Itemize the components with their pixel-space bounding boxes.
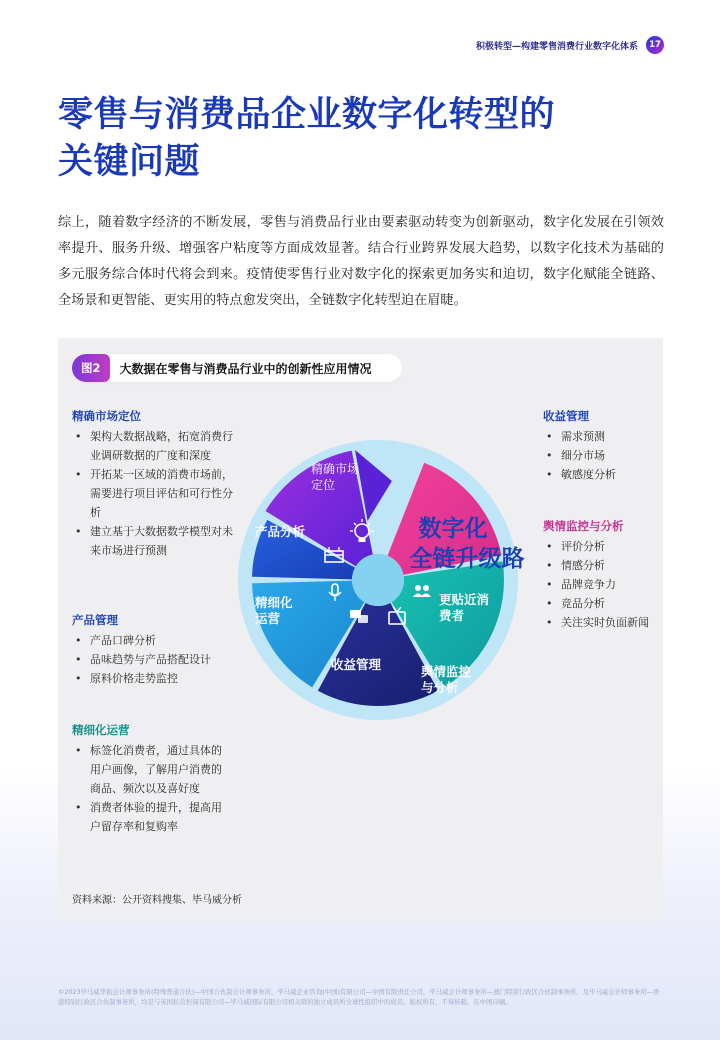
figure-badge: 图2 [72,354,110,382]
list-item: • 需求预测 [543,427,661,446]
segment-label: 精确市场 [311,462,360,476]
intro-paragraph: 综上，随着数字经济的不断发展，零售与消费品行业由要素驱动转变为创新驱动，数字化发展在引领效率提升、服务升级、增强客户粘度等方面成效显著。结合行业跨界发展大趋势，以数字化技术为基础的多元服务综合体时代将会到来。疫情使零售行业对数字化的探索更加务实和迫切，数字化赋能全链路、全场景和更智能、更实用的特点愈发突出，全链数字化转型迫在眉睫。 [58,215,664,308]
figure-source: 资料来源：公开资料搜集、毕马威分析 [72,895,242,906]
digital-chain-wheel [58,338,663,922]
list-item: • 建立基于大数据数学模型对未来市场进行预测 [72,522,242,560]
list-item: • 开拓某一区域的消费市场前，需要进行项目评估和可行性分析 [72,465,242,522]
list-item: • 情感分析 [543,556,653,575]
segment-label: 产品分析 [255,524,306,539]
list-item: • 产品口碑分析 [72,631,242,650]
segment-label: 更贴近消 [439,592,490,607]
page-title-line2: 关键问题 [58,142,201,182]
block-title: 舆情监控与分析 [543,519,624,533]
figure-title: 大数据在零售与消费品行业中的创新性应用情况 [119,361,372,376]
segment-label: 运营 [255,611,281,626]
center-text-line2: 全链升级路 [409,546,525,572]
running-header [476,36,664,54]
figure-panel [58,338,663,922]
list-item: • 敏感度分析 [543,465,661,484]
list-item: • 品牌竞争力 [543,575,653,594]
center-text-line1: 数字化 [418,516,488,542]
page-number: 17 [646,36,664,54]
page-title-line1: 零售与消费品企业数字化转型的 [58,95,556,135]
block-title: 收益管理 [543,409,589,423]
list-item: • 架构大数据战略，拓宽消费行业调研数据的广度和深度 [72,427,242,465]
list-item: • 品味趋势与产品搭配设计 [72,650,242,669]
list-item: • 消费者体验的提升，提高用户留存率和复购率 [72,798,232,836]
list-item: • 细分市场 [543,446,661,465]
list-item: • 竞品分析 [543,594,653,613]
segment-label: 与分析 [421,680,459,695]
page-title [58,92,658,186]
block-title: 精确市场定位 [72,409,141,423]
list-item: • 评价分析 [543,537,653,556]
segment-label: 费者 [439,608,465,623]
segment-label: 精细化 [255,595,293,610]
segment-label: 舆情监控 [421,664,472,679]
list-item: • 标签化消费者，通过具体的用户画像，了解用户消费的商品、频次以及喜好度 [72,741,232,798]
list-item: • 关注实时负面新闻 [543,613,653,632]
segment-label: 定位 [311,478,336,492]
running-title: 积极转型—构建零售消费行业数字化体系 [475,41,638,52]
list-item: • 原料价格走势监控 [72,669,242,688]
block-title: 产品管理 [72,613,118,627]
block-title: 精细化运营 [72,723,130,737]
wheel-hub [352,554,404,606]
legal-footer: ©2023毕马威华振会计师事务所(特殊普通合伙)—中国合伙制会计师事务所，毕马威企业咨询(中国)有限公司—中国有限责任公司，毕马威会计师事务所—澳门特别行政区合伙制事务所，及毕马威会计师事务所—香港特别行政区合伙制事务所，均是与英国私营担保有限公司—毕马威国际有限公司相关联的独立成员所全球性组织中的成员。版权所有，不得转载。在中国印刷。 [58,988,660,1006]
segment-label: 收益管理 [331,657,382,672]
